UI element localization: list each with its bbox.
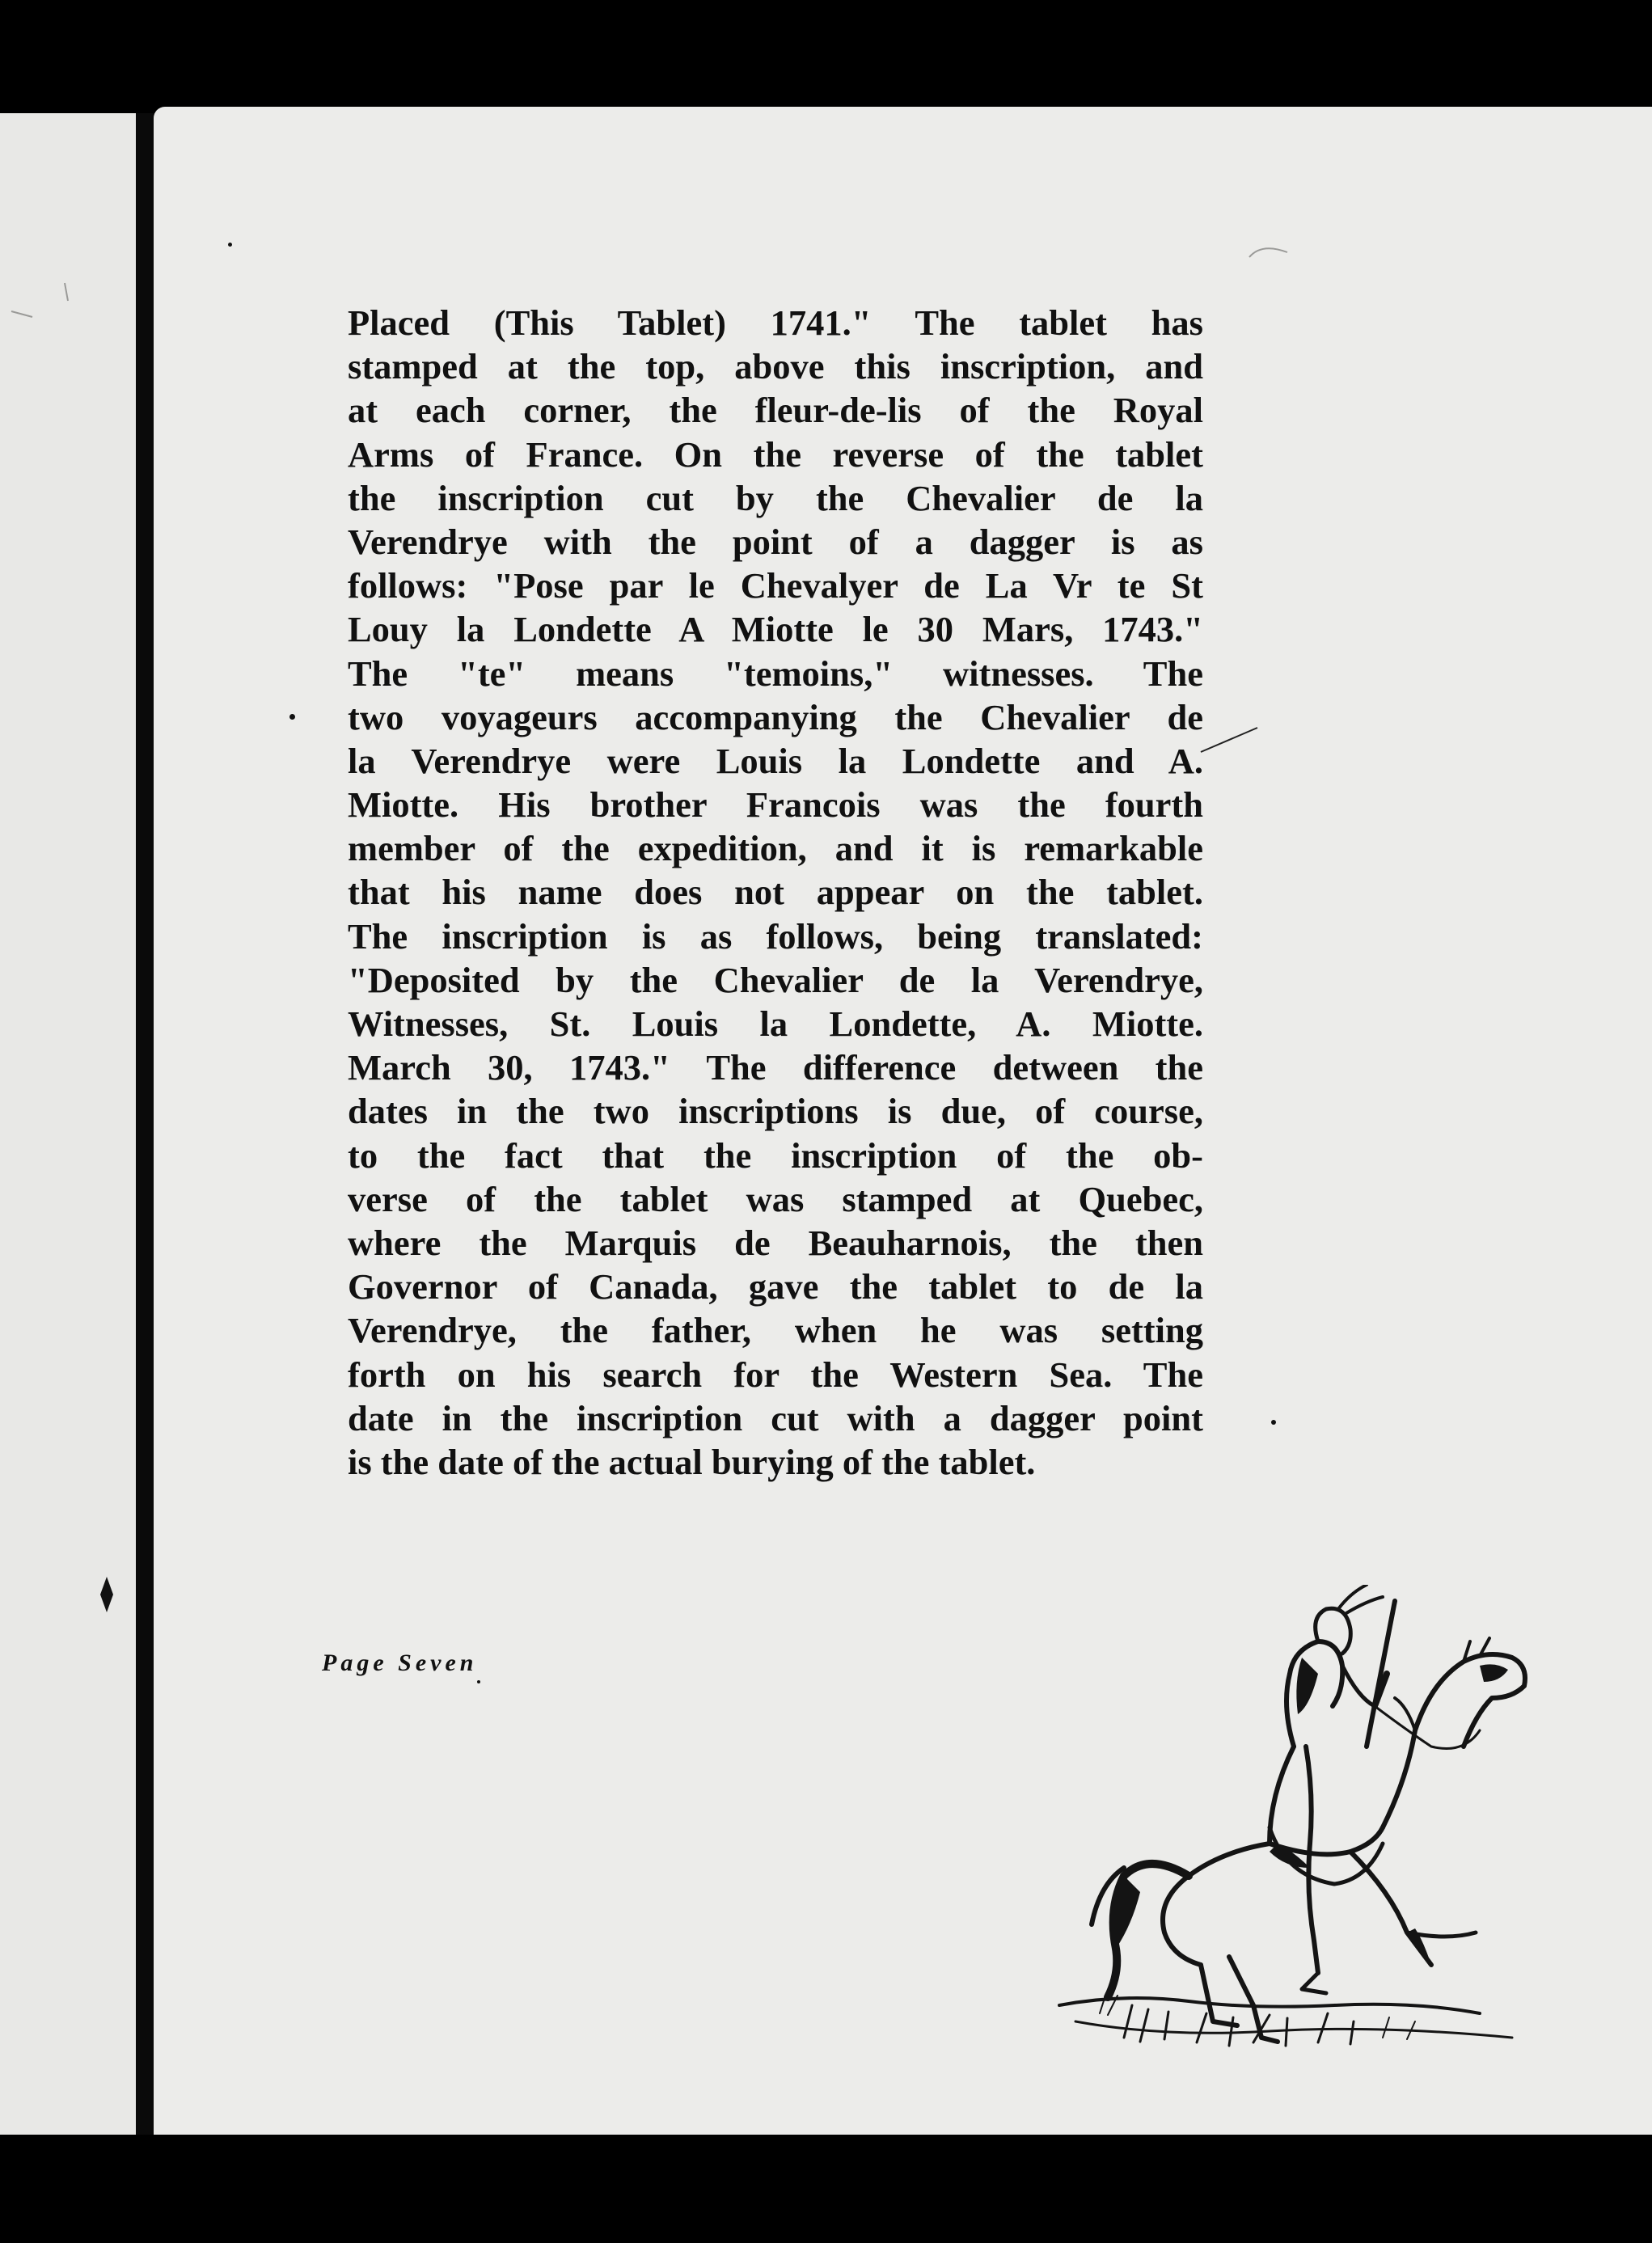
- text-line: Governor of Canada, gave the tablet to de la: [348, 1266, 1203, 1307]
- text-line: date in the inscription cut with a dagger point: [348, 1397, 1203, 1438]
- text-line: two voyageurs accompanying the Chevalier de: [348, 696, 1203, 737]
- text-line: verse of the tablet was stamped at Quebec,: [348, 1178, 1203, 1219]
- text-line: dates in the two inscriptions is due, of course,: [348, 1091, 1203, 1132]
- text-line: member of the expedition, and it is remarkable: [348, 828, 1203, 869]
- text-line: forth on his search for the Western Sea. The: [348, 1354, 1203, 1395]
- text-line: to the fact that the inscription of the ob-: [348, 1134, 1203, 1176]
- text-line: stamped at the top, above this inscription, and: [348, 346, 1203, 387]
- text-line: Placed (This Tablet) 1741." The tablet has: [348, 302, 1203, 343]
- text-line: Verendrye, the father, when he was setting: [348, 1310, 1203, 1351]
- text-line: March 30, 1743." The difference detween the: [348, 1047, 1203, 1088]
- text-line: follows: "Pose par le Chevalyer de La Vr te St: [348, 565, 1203, 606]
- page-number: Page Seven: [322, 1650, 478, 1676]
- horse-and-rider-illustration: [1027, 1585, 1544, 2110]
- text-line: The "te" means "temoins," witnesses. The: [348, 653, 1203, 694]
- text-line: that his name does not appear on the tablet.: [348, 872, 1203, 913]
- text-line: Verendrye with the point of a dagger is as: [348, 521, 1203, 562]
- text-line: Louy la Londette A Miotte le 30 Mars, 1743.": [348, 609, 1203, 650]
- text-line: at each corner, the fleur-de-lis of the Royal: [348, 390, 1203, 431]
- text-line: "Deposited by the Chevalier de la Verendrye,: [348, 959, 1203, 1000]
- text-line: la Verendrye were Louis la Londette and A.: [348, 740, 1203, 781]
- text-line: the inscription cut by the Chevalier de la: [348, 477, 1203, 518]
- text-line: is the date of the actual burying of the tablet.: [348, 1441, 1036, 1482]
- text-line: Miotte. His brother Francois was the fourth: [348, 784, 1203, 826]
- text-line: Arms of France. On the reverse of the tablet: [348, 433, 1203, 475]
- text-line: Witnesses, St. Louis la Londette, A. Miotte.: [348, 1003, 1203, 1044]
- text-line: The inscription is as follows, being translated:: [348, 915, 1203, 957]
- text-line: where the Marquis de Beauharnois, the then: [348, 1222, 1203, 1263]
